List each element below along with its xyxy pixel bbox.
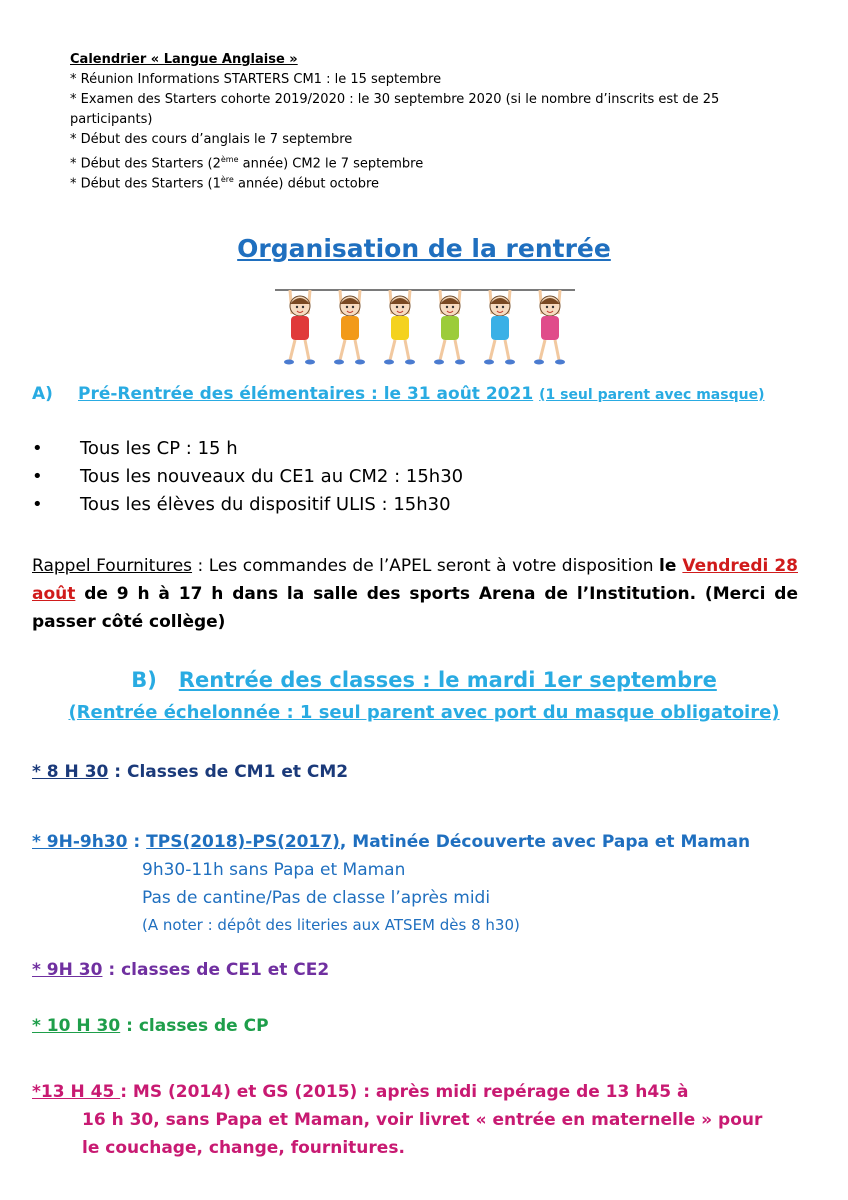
section-a-heading: A) Pré-Rentrée des élémentaires : le 31 août 2021 (1 seul parent avec masque) bbox=[32, 384, 765, 404]
kid-figure bbox=[484, 290, 515, 365]
schedule-detail: Pas de cantine/Pas de classe l’après midi bbox=[142, 888, 491, 908]
kid-figure bbox=[334, 290, 365, 365]
kid-figure bbox=[284, 290, 315, 365]
schedule-item: *13 H 45 : MS (2014) et GS (2015) : après midi repérage de 13 h45 à bbox=[32, 1082, 689, 1102]
schedule-detail: 16 h 30, sans Papa et Maman, voir livret « entrée en maternelle » pour bbox=[82, 1110, 763, 1130]
section-b-heading: B) Rentrée des classes : le mardi 1er septembre bbox=[131, 668, 717, 692]
schedule-detail: 9h30-11h sans Papa et Maman bbox=[142, 860, 406, 880]
section-a-label: A) bbox=[32, 384, 53, 404]
page-title: Organisation de la rentrée bbox=[237, 234, 611, 263]
calendar-line: * Début des Starters (1ère année) début octobre bbox=[70, 175, 380, 192]
calendar-line: participants) bbox=[70, 112, 153, 127]
section-b-subheading: (Rentrée échelonnée : 1 seul parent avec port du masque obligatoire) bbox=[68, 702, 780, 723]
list-item: • Tous les élèves du dispositif ULIS : 15h30 bbox=[32, 494, 451, 515]
kid-figure bbox=[534, 290, 565, 365]
schedule-item: * 9H-9h30 : TPS(2018)-PS(2017), Matinée Découverte avec Papa et Maman bbox=[32, 832, 751, 852]
calendar-title: Calendrier « Langue Anglaise » bbox=[70, 52, 298, 67]
list-item: • Tous les nouveaux du CE1 au CM2 : 15h30 bbox=[32, 466, 464, 487]
calendar-line: * Début des cours d’anglais le 7 septembre bbox=[70, 132, 353, 147]
kid-figure bbox=[434, 290, 465, 365]
schedule-note: (A noter : dépôt des literies aux ATSEM dès 8 h30) bbox=[142, 916, 520, 934]
kids-illustration bbox=[275, 284, 575, 368]
schedule-item: * 8 H 30 : Classes de CM1 et CM2 bbox=[32, 762, 349, 782]
schedule-detail: le couchage, change, fournitures. bbox=[82, 1138, 405, 1158]
calendar-line: * Début des Starters (2ème année) CM2 le 7 septembre bbox=[70, 155, 424, 172]
kid-figure bbox=[384, 290, 415, 365]
list-item: • Tous les CP : 15 h bbox=[32, 438, 238, 459]
rappel-paragraph: Rappel Fournitures : Les commandes de l’APEL seront à votre disposition le Vendredi 28 août de 9 h à 17 h dans la salle des sports Arena de l’Institution. (Merci de passer côté collège) bbox=[32, 556, 798, 632]
calendar-line: * Réunion Informations STARTERS CM1 : le 15 septembre bbox=[70, 72, 442, 87]
calendar-line: * Examen des Starters cohorte 2019/2020 : le 30 septembre 2020 (si le nombre d’inscrits est de 25 bbox=[70, 92, 720, 107]
schedule-item: * 9H 30 : classes de CE1 et CE2 bbox=[32, 960, 330, 980]
schedule-item: * 10 H 30 : classes de CP bbox=[32, 1016, 269, 1036]
